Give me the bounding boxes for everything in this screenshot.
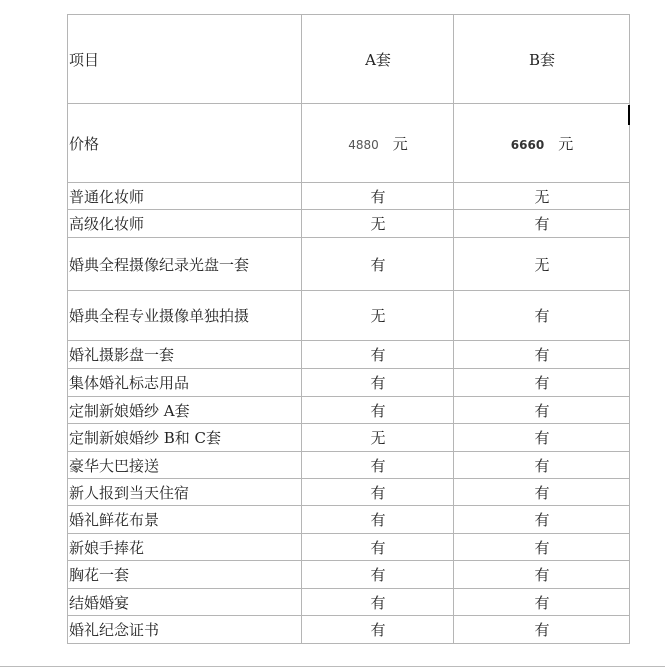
table-row <box>68 534 630 561</box>
row-b-cell: 有 <box>454 561 630 589</box>
row-b-cell: 有 <box>454 534 630 561</box>
row-a-cell: 有 <box>302 589 454 616</box>
row-a-cell: 有 <box>302 561 454 589</box>
table-row <box>68 183 630 210</box>
row-b-cell: 有 <box>454 589 630 616</box>
table-row <box>68 291 630 341</box>
row-item-cell: 集体婚礼标志用品 <box>68 369 302 397</box>
row-item-cell: 婚礼鲜花布景 <box>68 506 302 534</box>
price-b-value: 6660 <box>510 137 545 152</box>
feature-rows <box>68 183 630 644</box>
row-b-cell: 有 <box>454 479 630 506</box>
row-b-cell: 有 <box>454 210 630 238</box>
row-item-cell: 新人报到当天住宿 <box>68 479 302 506</box>
row-item-cell: 定制新娘婚纱 B和 C套 <box>68 424 302 452</box>
row-b-cell: 有 <box>454 424 630 452</box>
price-b-unit: 元 <box>558 134 574 153</box>
price-label-cell: 价格 <box>68 104 302 183</box>
table-row <box>68 397 630 424</box>
table-row <box>68 424 630 452</box>
row-item-cell: 新娘手捧花 <box>68 534 302 561</box>
price-b-cell <box>454 104 630 183</box>
header-b-cell: B套 <box>454 15 630 104</box>
row-item-cell: 婚礼纪念证书 <box>68 616 302 644</box>
row-a-cell: 有 <box>302 452 454 479</box>
header-item-cell: 项目 <box>68 15 302 104</box>
row-a-cell: 有 <box>302 341 454 369</box>
row-item-cell: 结婚婚宴 <box>68 589 302 616</box>
row-item-cell: 胸花一套 <box>68 561 302 589</box>
price-row <box>68 104 630 183</box>
table-row <box>68 616 630 644</box>
price-a-value: 4880 <box>348 137 379 152</box>
row-a-cell: 有 <box>302 534 454 561</box>
row-item-cell: 高级化妆师 <box>68 210 302 238</box>
bottom-divider <box>0 666 665 667</box>
table-row <box>68 369 630 397</box>
row-b-cell: 有 <box>454 506 630 534</box>
row-b-cell: 有 <box>454 452 630 479</box>
row-item-cell: 普通化妆师 <box>68 183 302 210</box>
table-row <box>68 238 630 291</box>
row-b-cell: 有 <box>454 397 630 424</box>
row-item-cell: 豪华大巴接送 <box>68 452 302 479</box>
row-b-cell: 有 <box>454 341 630 369</box>
table-row <box>68 589 630 616</box>
row-b-cell: 有 <box>454 291 630 341</box>
package-comparison-table <box>67 14 630 644</box>
row-a-cell: 有 <box>302 397 454 424</box>
row-b-cell: 有 <box>454 616 630 644</box>
table-row <box>68 452 630 479</box>
row-a-cell: 有 <box>302 238 454 291</box>
header-a-cell: A套 <box>302 15 454 104</box>
table-row <box>68 479 630 506</box>
table-row <box>68 210 630 238</box>
row-a-cell: 有 <box>302 183 454 210</box>
row-b-cell: 无 <box>454 183 630 210</box>
table-row <box>68 341 630 369</box>
table-row <box>68 561 630 589</box>
row-a-cell: 有 <box>302 479 454 506</box>
price-a-cell <box>302 104 454 183</box>
row-a-cell: 有 <box>302 616 454 644</box>
row-b-cell: 有 <box>454 369 630 397</box>
row-item-cell: 婚礼摄影盘一套 <box>68 341 302 369</box>
table-row <box>68 506 630 534</box>
row-item-cell: 婚典全程专业摄像单独拍摄 <box>68 291 302 341</box>
price-a-unit: 元 <box>392 134 408 153</box>
row-item-cell: 定制新娘婚纱 A套 <box>68 397 302 424</box>
row-a-cell: 无 <box>302 210 454 238</box>
row-b-cell: 无 <box>454 238 630 291</box>
row-a-cell: 无 <box>302 424 454 452</box>
header-row <box>68 15 630 104</box>
text-cursor <box>628 105 630 125</box>
row-a-cell: 无 <box>302 291 454 341</box>
row-item-cell: 婚典全程摄像纪录光盘一套 <box>68 238 302 291</box>
row-a-cell: 有 <box>302 506 454 534</box>
row-a-cell: 有 <box>302 369 454 397</box>
